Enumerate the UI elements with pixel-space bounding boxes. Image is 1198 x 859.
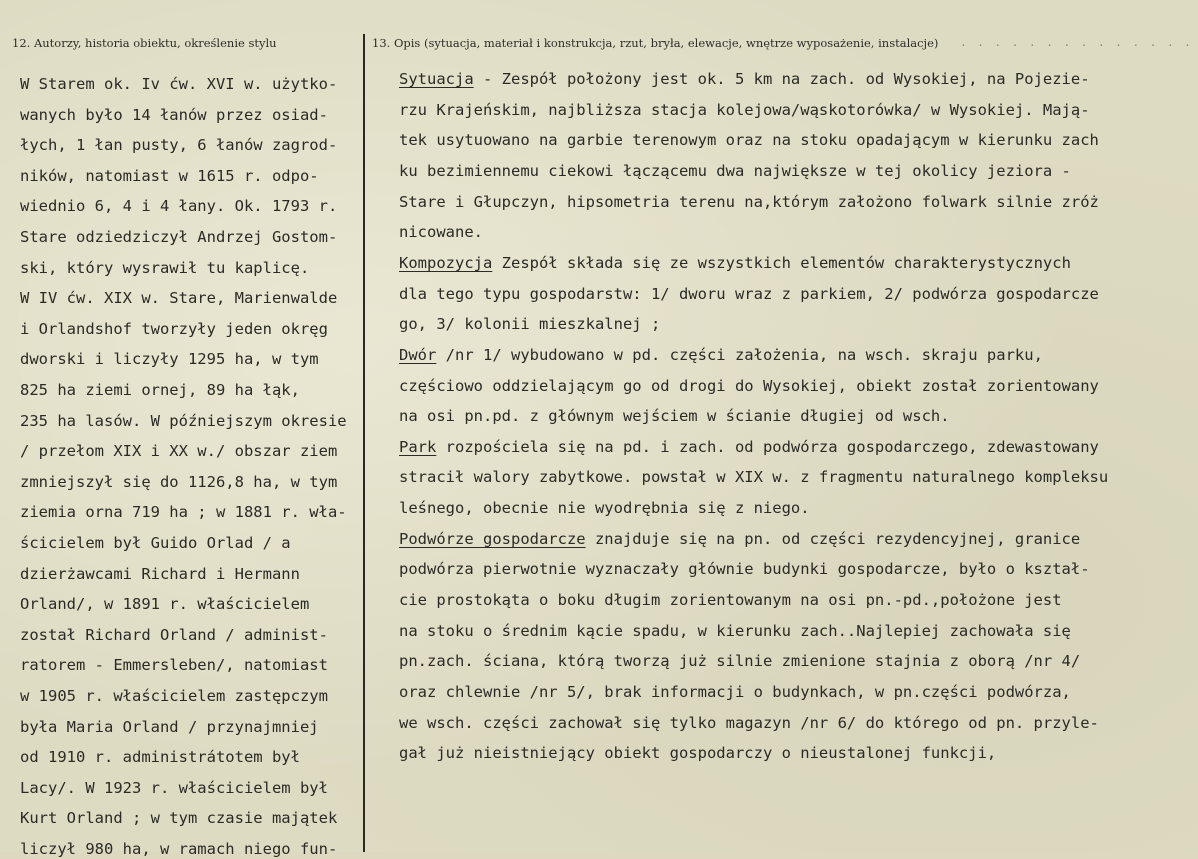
history-line: ników, natomiast w 1615 r. odpo- (20, 167, 319, 185)
section-12-header: 12. Autorzy, historia obiektu, określenie stylu (12, 36, 277, 50)
description-line: stracił walory zabytkowe. powstał w XIX w. z fragmentu naturalnego kompleksu (399, 468, 1109, 486)
description-line: Stare i Głupczyn, hipsometria terenu na,którym założono folwark silnie zróż (399, 193, 1099, 211)
description-section-line (399, 69, 1090, 89)
history-line: dworski i liczyły 1295 ha, w tym (20, 350, 319, 368)
description-line: na osi pn.pd. z głównym wejściem w ścianie długiej od wsch. (399, 407, 950, 425)
history-line: była Maria Orland / przynajmniej (20, 718, 319, 736)
description-section-line (399, 253, 1071, 273)
description-line: go, 3/ kolonii mieszkalnej ; (399, 315, 661, 333)
history-line: liczył 980 ha, w ramach niego fun- (20, 840, 338, 858)
section-text: Zespół składa się ze wszystkich elementów charakterystycznych (492, 254, 1071, 272)
history-line: 825 ha ziemi ornej, 89 ha łąk, (20, 381, 300, 399)
history-line: / przełom XIX i XX w./ obszar ziem (20, 442, 338, 460)
history-line: dzierżawcami Richard i Hermann (20, 565, 300, 583)
description-line: leśnego, obecnie nie wyodrębnia się z niego. (399, 499, 810, 517)
history-line: został Richard Orland / administ- (20, 626, 328, 644)
section-13-header: 13. Opis (sytuacja, materiał i konstrukcja, rzut, bryła, elewacje, wnętrze wyposażenie, instalacje) (372, 36, 939, 50)
history-line: Orland/, w 1891 r. właścicielem (20, 595, 310, 613)
history-line: wiednio 6, 4 i 4 łany. Ok. 1793 r. (20, 197, 338, 215)
description-line: tek usytuowano na garbie terenowym oraz na stoku opadającym w kierunku zach (399, 131, 1099, 149)
header-dotted-rule: . . . . . . . . . . . . . . (960, 36, 1193, 49)
section-text: /nr 1/ wybudowano w pd. części założenia, na wsch. skraju parku, (436, 346, 1043, 364)
history-line: ratorem - Emmersleben/, natomiast (20, 656, 328, 674)
description-line: ku bezimiennemu ciekowi łączącemu dwa największe w tej okolicy jeziora - (399, 162, 1071, 180)
section-text: - Zespół położony jest ok. 5 km na zach. od Wysokiej, na Pojezie- (473, 70, 1090, 88)
history-line: Lacy/. W 1923 r. właścicielem był (20, 779, 328, 797)
description-line: pn.zach. ściana, którą tworzą już silnie zmienione stajnia z oborą /nr 4/ (399, 652, 1081, 670)
history-line: W Starem ok. Iv ćw. XVI w. użytko- (20, 75, 338, 93)
section-heading: Kompozycja (399, 254, 493, 272)
description-line: rzu Krajeńskim, najbliższa stacja kolejowa/wąskotorówka/ w Wysokiej. Mają- (399, 101, 1090, 119)
history-line: w 1905 r. właścicielem zastępczym (20, 687, 328, 705)
section-heading: Park (399, 438, 437, 456)
history-line: ziemia orna 719 ha ; w 1881 r. wła- (20, 503, 347, 521)
description-line: oraz chlewnie /nr 5/, brak informacji o budynkach, w pn.części podwórza, (399, 683, 1071, 701)
section-heading: Sytuacja (399, 70, 474, 88)
history-line: zmniejszył się do 1126,8 ha, w tym (20, 473, 338, 491)
description-line: we wsch. części zachował się tylko magazyn /nr 6/ do którego od pn. przyle- (399, 714, 1099, 732)
description-line: na stoku o średnim kącie spadu, w kierunku zach..Najlepiej zachowała się (399, 622, 1071, 640)
description-line: dla tego typu gospodarstw: 1/ dworu wraz z parkiem, 2/ podwórza gospodarcze (399, 285, 1099, 303)
description-line: cie prostokąta o boku długim zorientowanym na osi pn.-pd.,położone jest (399, 591, 1062, 609)
history-line: wanych było 14 łanów przez osiad- (20, 106, 328, 124)
history-line: ścicielem był Guido Orlad / a (20, 534, 291, 552)
description-section-line (399, 529, 1080, 549)
description-line: gał już nieistniejący obiekt gospodarczy o nieustalonej funkcji, (399, 744, 997, 762)
history-line: od 1910 r. administrátotem był (20, 748, 300, 766)
description-section-line (399, 345, 1043, 365)
column-divider (363, 34, 365, 852)
history-line: i Orlandshof tworzyły jeden okręg (20, 320, 328, 338)
history-line: ski, który wysrawił tu kaplicę. (20, 259, 310, 277)
history-line: W IV ćw. XIX w. Stare, Marienwalde (20, 289, 338, 307)
section-heading: Podwórze gospodarcze (399, 530, 586, 548)
description-line: częściowo oddzielającym go od drogi do Wysokiej, obiekt został zorientowany (399, 377, 1099, 395)
history-line: Kurt Orland ; w tym czasie majątek (20, 809, 338, 827)
description-section-line (399, 437, 1099, 457)
section-text: znajduje się na pn. od części rezydencyjnej, granice (585, 530, 1081, 548)
description-line: podwórza pierwotnie wyznaczały głównie budynki gospodarcze, było o kształ- (399, 560, 1090, 578)
history-line: 235 ha lasów. W późniejszym okresie (20, 412, 347, 430)
section-heading: Dwór (399, 346, 437, 364)
section-text: rozpościela się na pd. i zach. od podwórza gospodarczego, zdewastowany (436, 438, 1099, 456)
history-line: Stare odziedziczył Andrzej Gostom- (20, 228, 338, 246)
description-line: nicowane. (399, 223, 483, 241)
history-line: łych, 1 łan pusty, 6 łanów zagrod- (20, 136, 338, 154)
